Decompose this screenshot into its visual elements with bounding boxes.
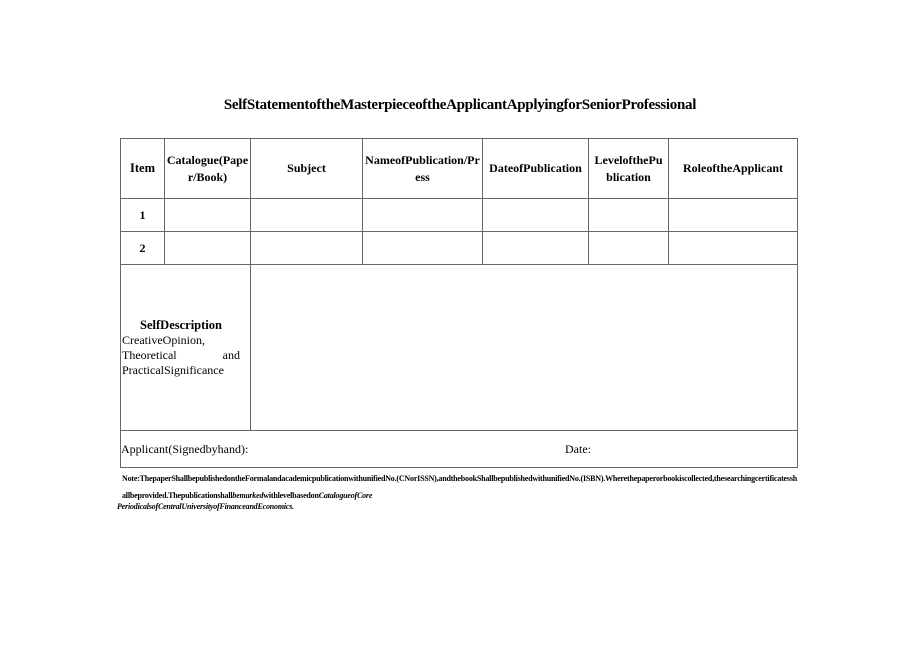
role-cell[interactable] xyxy=(669,232,798,265)
footnote xyxy=(122,470,800,504)
header-date: DateofPublication xyxy=(483,139,589,199)
footnote-text: Note:ThepaperShallbepublishedontheFormalandacademicpublicationwithunifiedNo.(CNorISSN),andthebookShallbepublishedwithunifiedNo.(ISBN).Wherethepaperorbookiscollected,thesearchingcertificatesshallbeprovided.Thepublicationshall xyxy=(122,474,797,500)
table-row xyxy=(121,199,798,232)
header-subject: Subject xyxy=(251,139,363,199)
footnote-text-mid: withlevelbasedon xyxy=(263,491,319,500)
self-description-label-cell xyxy=(121,265,251,431)
header-publication: NameofPublication/Press xyxy=(363,139,483,199)
page-title: SelfStatementoftheMasterpieceoftheApplicantApplyingforSeniorProfessional xyxy=(223,97,697,113)
applicant-signature-label: Applicant(Signedbyhand): xyxy=(121,442,249,456)
catalogue-cell[interactable] xyxy=(165,199,251,232)
footnote-line-2: PeriodicalsofCentralUniversityofFinanceandEconomics. xyxy=(117,502,294,511)
footnote-catalogue-title: CatalogueofCore xyxy=(318,491,373,500)
subject-cell[interactable] xyxy=(251,199,363,232)
role-cell[interactable] xyxy=(669,199,798,232)
signature-date-label: Date: xyxy=(565,442,591,456)
self-description-row xyxy=(121,265,798,431)
publication-cell[interactable] xyxy=(363,232,483,265)
self-description-label: SelfDescription xyxy=(140,317,222,332)
subject-cell[interactable] xyxy=(251,232,363,265)
header-item: Item xyxy=(121,139,165,199)
self-description-criteria: CreativeOpinion, Theoretical and PracticalSignificance xyxy=(122,332,240,377)
masterpiece-table xyxy=(120,138,798,468)
header-catalogue: Catalogue(Paper/Book) xyxy=(165,139,251,199)
signature-row xyxy=(121,431,798,468)
row-item-number: 2 xyxy=(121,232,165,265)
level-cell[interactable] xyxy=(589,232,669,265)
date-cell[interactable] xyxy=(483,232,589,265)
level-cell[interactable] xyxy=(589,199,669,232)
signature-cell xyxy=(121,431,798,468)
footnote-italic-marked: bemarked xyxy=(232,491,264,500)
header-row xyxy=(121,139,798,199)
row-item-number: 1 xyxy=(121,199,165,232)
table-row xyxy=(121,232,798,265)
catalogue-cell[interactable] xyxy=(165,232,251,265)
date-cell[interactable] xyxy=(483,199,589,232)
header-level: LevelofthePublication xyxy=(589,139,669,199)
header-role: RoleoftheApplicant xyxy=(669,139,798,199)
publication-cell[interactable] xyxy=(363,199,483,232)
self-description-content[interactable] xyxy=(251,265,798,431)
